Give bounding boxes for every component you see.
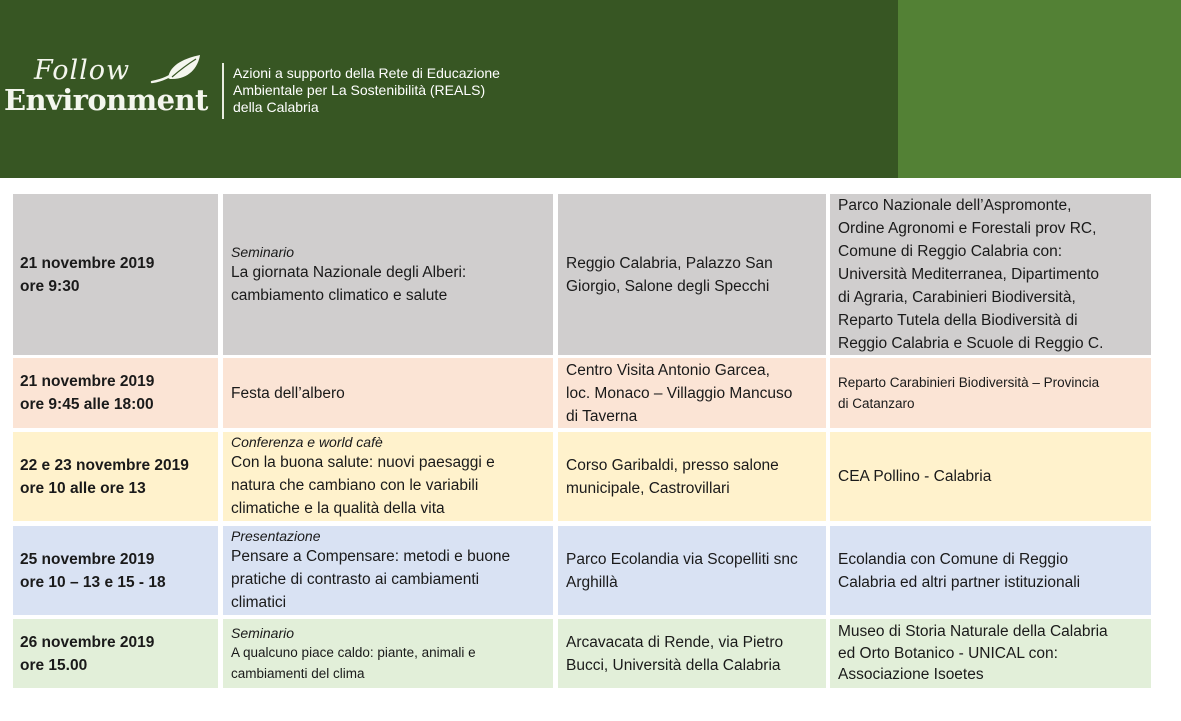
event-date-cell [13,526,218,615]
event-organizer-line: Reparto Tutela della Biodiversità di [838,312,1078,329]
event-location-line: Giorgio, Salone degli Specchi [566,277,770,295]
event-organizers-cell [830,194,1151,355]
event-time: ore 15.00 [20,656,88,674]
event-date: 25 novembre 2019 [20,550,155,568]
logo-follow-text: Follow [34,55,131,86]
event-title-line: La giornata Nazionale degli Alberi: [231,263,467,281]
event-date-cell [13,619,218,688]
event-title-line: climatiche e la qualità della vita [231,500,445,517]
event-organizer-line: Reggio Calabria e Scuole di Reggio C. [838,335,1104,352]
event-title-cell [223,194,553,355]
event-type: Presentazione [231,528,321,544]
event-date-cell [13,358,218,428]
logo-environment-text: Environment [4,83,208,117]
follow-environment-logo [4,54,220,122]
event-organizer-line: Ordine Agronomi e Forestali prov RC, [838,220,1097,237]
event-location-line: Centro Visita Antonio Garcea, [566,361,770,379]
event-organizer-line: Associazione Isoetes [838,666,984,684]
tagline-line: della Calabria [233,99,319,115]
event-date-cell [13,194,218,355]
event-location-line: loc. Monaco – Villaggio Mancuso [566,384,793,402]
event-location-cell [558,432,826,521]
event-title-cell [223,619,553,688]
event-time: ore 9:45 alle 18:00 [20,396,154,413]
tagline-line: Ambientale per La Sostenibilità (REALS) [233,82,486,98]
header-accent-block [898,0,1181,178]
event-time: ore 10 alle ore 13 [20,479,146,497]
event-organizer-line: Parco Nazionale dell’Aspromonte, [838,197,1072,214]
event-location-cell [558,358,826,428]
event-title-line: Festa dell’albero [231,384,345,402]
event-organizer-line: Reparto Carabinieri Biodiversità – Provincia [838,375,1100,390]
event-type: Seminario [231,243,295,260]
event-location-line: Reggio Calabria, Palazzo San [566,254,773,272]
event-location-line: Bucci, Università della Calabria [566,656,781,674]
event-organizer-line: Ecolandia con Comune di Reggio [838,550,1069,568]
event-title-cell [223,358,553,428]
event-title-line: pratiche di contrasto ai cambiamenti [231,571,480,588]
event-organizers-cell [830,526,1151,615]
event-title-line: Con la buona salute: nuovi paesaggi e [231,454,495,471]
event-organizer-line: di Catanzaro [838,396,915,411]
event-organizer-line: Comune di Reggio Calabria con: [838,243,1063,260]
event-title-line: A qualcuno piace caldo: piante, animali e [231,644,476,660]
event-location-line: Parco Ecolandia via Scopelliti snc [566,550,798,568]
event-title-line: cambiamenti del clima [231,665,365,681]
event-organizers-cell [830,432,1151,521]
event-title-line: Pensare a Compensare: metodi e buone [231,548,511,565]
event-date: 26 novembre 2019 [20,633,155,651]
tagline-line: Azioni a supporto della Rete di Educazione [233,65,500,81]
event-organizer-line: ed Orto Botanico - UNICAL con: [838,644,1058,662]
event-organizers-cell [830,358,1151,428]
event-organizer-line: Calabria ed altri partner istituzionali [838,573,1081,591]
event-date: 22 e 23 novembre 2019 [20,456,189,474]
event-time: ore 9:30 [20,277,80,295]
event-organizer-line: CEA Pollino - Calabria [838,468,992,485]
event-organizer-line: Università Mediterranea, Dipartimento [838,266,1100,283]
event-location-cell [558,526,826,615]
event-title-cell [223,526,553,615]
event-date: 21 novembre 2019 [20,373,155,390]
event-location-line: municipale, Castrovillari [566,479,730,497]
event-title-line: cambiamento climatico e salute [231,286,448,304]
event-time: ore 10 – 13 e 15 - 18 [20,573,166,591]
event-location-cell [558,194,826,355]
event-organizer-line: Museo di Storia Naturale della Calabria [838,623,1108,641]
header-tagline [233,65,573,116]
event-date: 21 novembre 2019 [20,254,155,272]
event-date-cell [13,432,218,521]
event-location-line: Arcavacata di Rende, via Pietro [566,633,784,651]
event-type: Seminario [231,624,295,641]
event-title-line: climatici [231,594,287,611]
event-location-line: Arghillà [566,573,618,591]
logo-divider [222,63,224,119]
event-organizers-cell [830,619,1151,688]
event-type: Conferenza e world cafè [231,434,383,450]
event-organizer-line: di Agraria, Carabinieri Biodiversità, [838,289,1076,306]
event-title-line: natura che cambiano con le variabili [231,477,479,494]
event-location-line: Corso Garibaldi, presso salone [566,456,779,474]
event-title-cell [223,432,553,521]
event-location-line: di Taverna [566,407,638,425]
event-location-cell [558,619,826,688]
